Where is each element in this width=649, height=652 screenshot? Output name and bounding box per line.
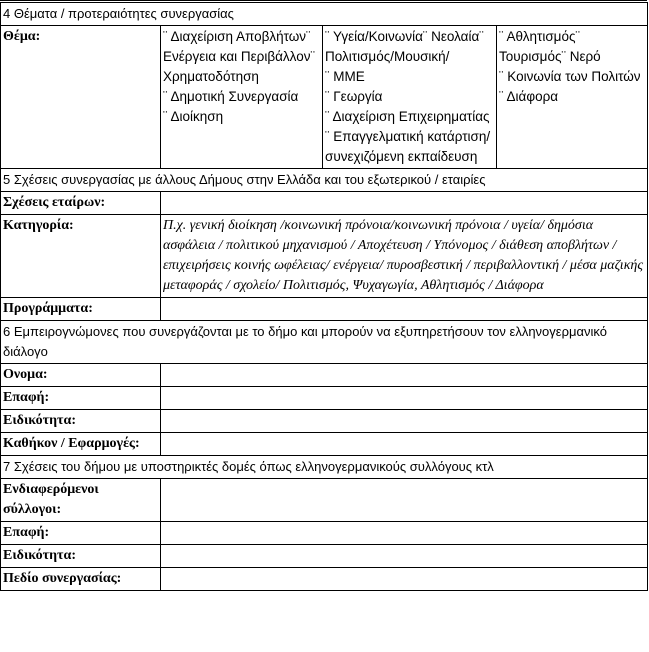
theme-row xyxy=(1,26,648,169)
theme-option[interactable]: ¨ Διοίκηση xyxy=(163,109,224,124)
theme-option[interactable]: ¨ Επαγγελματική κατάρτιση/συνεχιζόμενη εκπαίδευση xyxy=(325,129,491,164)
support-contact-row xyxy=(1,522,648,545)
section-6-header-row xyxy=(1,321,648,364)
expert-specialty-row xyxy=(1,410,648,433)
programs-label: Προγράμματα: xyxy=(1,298,161,321)
expert-specialty-field[interactable] xyxy=(161,410,648,433)
expert-name-row xyxy=(1,364,648,387)
expert-duties-field[interactable] xyxy=(161,433,648,456)
cooperation-field-label: Πεδίο συνεργασίας: xyxy=(1,568,161,591)
section-7-header: 7 Σχέσεις του δήμου με υποστηρικτές δομές όπως ελληνογερμανικούς συλλόγους κτλ xyxy=(1,456,648,479)
support-contact-field[interactable] xyxy=(161,522,648,545)
theme-options-col2 xyxy=(323,26,497,169)
section-7-header-row xyxy=(1,456,648,479)
cooperation-form-table xyxy=(0,2,648,591)
expert-name-label: Ονομα: xyxy=(1,364,161,387)
partners-label: Σχέσεις εταίρων: xyxy=(1,192,161,215)
support-specialty-label: Ειδικότητα: xyxy=(1,545,161,568)
section-6-header: 6 Εμπειρογνώμονες που συνεργάζονται με το δήμο και μπορούν να εξυπηρετήσουν τον ελληνογερμανικό διάλογο xyxy=(1,321,648,364)
section-5-header-row xyxy=(1,169,648,192)
category-label: Κατηγορία: xyxy=(1,215,161,298)
expert-duties-label: Καθήκον / Εφαρμογές: xyxy=(1,433,161,456)
associations-row xyxy=(1,479,648,522)
support-specialty-field[interactable] xyxy=(161,545,648,568)
programs-row xyxy=(1,298,648,321)
partners-field[interactable] xyxy=(161,192,648,215)
expert-contact-label: Επαφή: xyxy=(1,387,161,410)
expert-name-field[interactable] xyxy=(161,364,648,387)
section-4-header-row xyxy=(1,3,648,26)
theme-option[interactable]: ¨ Κοινωνία των Πολιτών xyxy=(499,69,641,84)
theme-option[interactable]: ¨ Υγεία/Κοινωνία¨ Νεολαία¨ Πολιτισμός/Μουσική/ xyxy=(325,29,484,64)
theme-options-col3 xyxy=(497,26,648,169)
expert-specialty-label: Ειδικότητα: xyxy=(1,410,161,433)
theme-option[interactable]: ¨ Δημοτική Συνεργασία xyxy=(163,89,299,104)
support-specialty-row xyxy=(1,545,648,568)
category-row xyxy=(1,215,648,298)
cooperation-field-row xyxy=(1,568,648,591)
partners-row xyxy=(1,192,648,215)
theme-label: Θέμα: xyxy=(1,26,161,169)
cooperation-field-input[interactable] xyxy=(161,568,648,591)
theme-options-col1 xyxy=(161,26,323,169)
programs-field[interactable] xyxy=(161,298,648,321)
expert-contact-row xyxy=(1,387,648,410)
category-field[interactable]: Π.χ. γενική διοίκηση /κοινωνική πρόνοια/κοινωνική πρόνοια / υγεία/ δημόσια ασφάλεια / πολιτικού μηχανισμού / Αποχέτευση / Υπόνομος / διάθεση αποβλήτων / επιχειρήσεις κοινής ωφέλειας/ ενέργεια/ πυροσβεστική / περιβαλλοντική / μέσα μαζικής μεταφοράς / σχολείο/ Πολιτισμός, Ψυχαγωγία, Αθλητισμός / Διάφορα xyxy=(161,215,648,298)
theme-option[interactable]: ¨ ΜΜΕ xyxy=(325,69,365,84)
section-4-header: 4 Θέματα / προτεραιότητες συνεργασίας xyxy=(1,3,648,26)
section-5-header: 5 Σχέσεις συνεργασίας με άλλους Δήμους στην Ελλάδα και του εξωτερικού / εταιρίες xyxy=(1,169,648,192)
theme-option[interactable]: ¨ Διάφορα xyxy=(499,89,559,104)
expert-contact-field[interactable] xyxy=(161,387,648,410)
theme-option[interactable]: ¨ Διαχείριση Επιχειρηματίας xyxy=(325,109,490,124)
associations-label: Ενδιαφερόμενοι σύλλογοι: xyxy=(1,479,161,522)
expert-duties-row xyxy=(1,433,648,456)
theme-option[interactable]: ¨ Γεωργία xyxy=(325,89,383,104)
theme-option[interactable]: ¨ Αθλητισμός¨ Τουρισμός¨ Νερό xyxy=(499,29,601,64)
associations-field[interactable] xyxy=(161,479,648,522)
theme-option[interactable]: ¨ Διαχείριση Αποβλήτων¨ Ενέργεια και Περιβάλλον¨ Χρηματοδότηση xyxy=(163,29,315,84)
support-contact-label: Επαφή: xyxy=(1,522,161,545)
